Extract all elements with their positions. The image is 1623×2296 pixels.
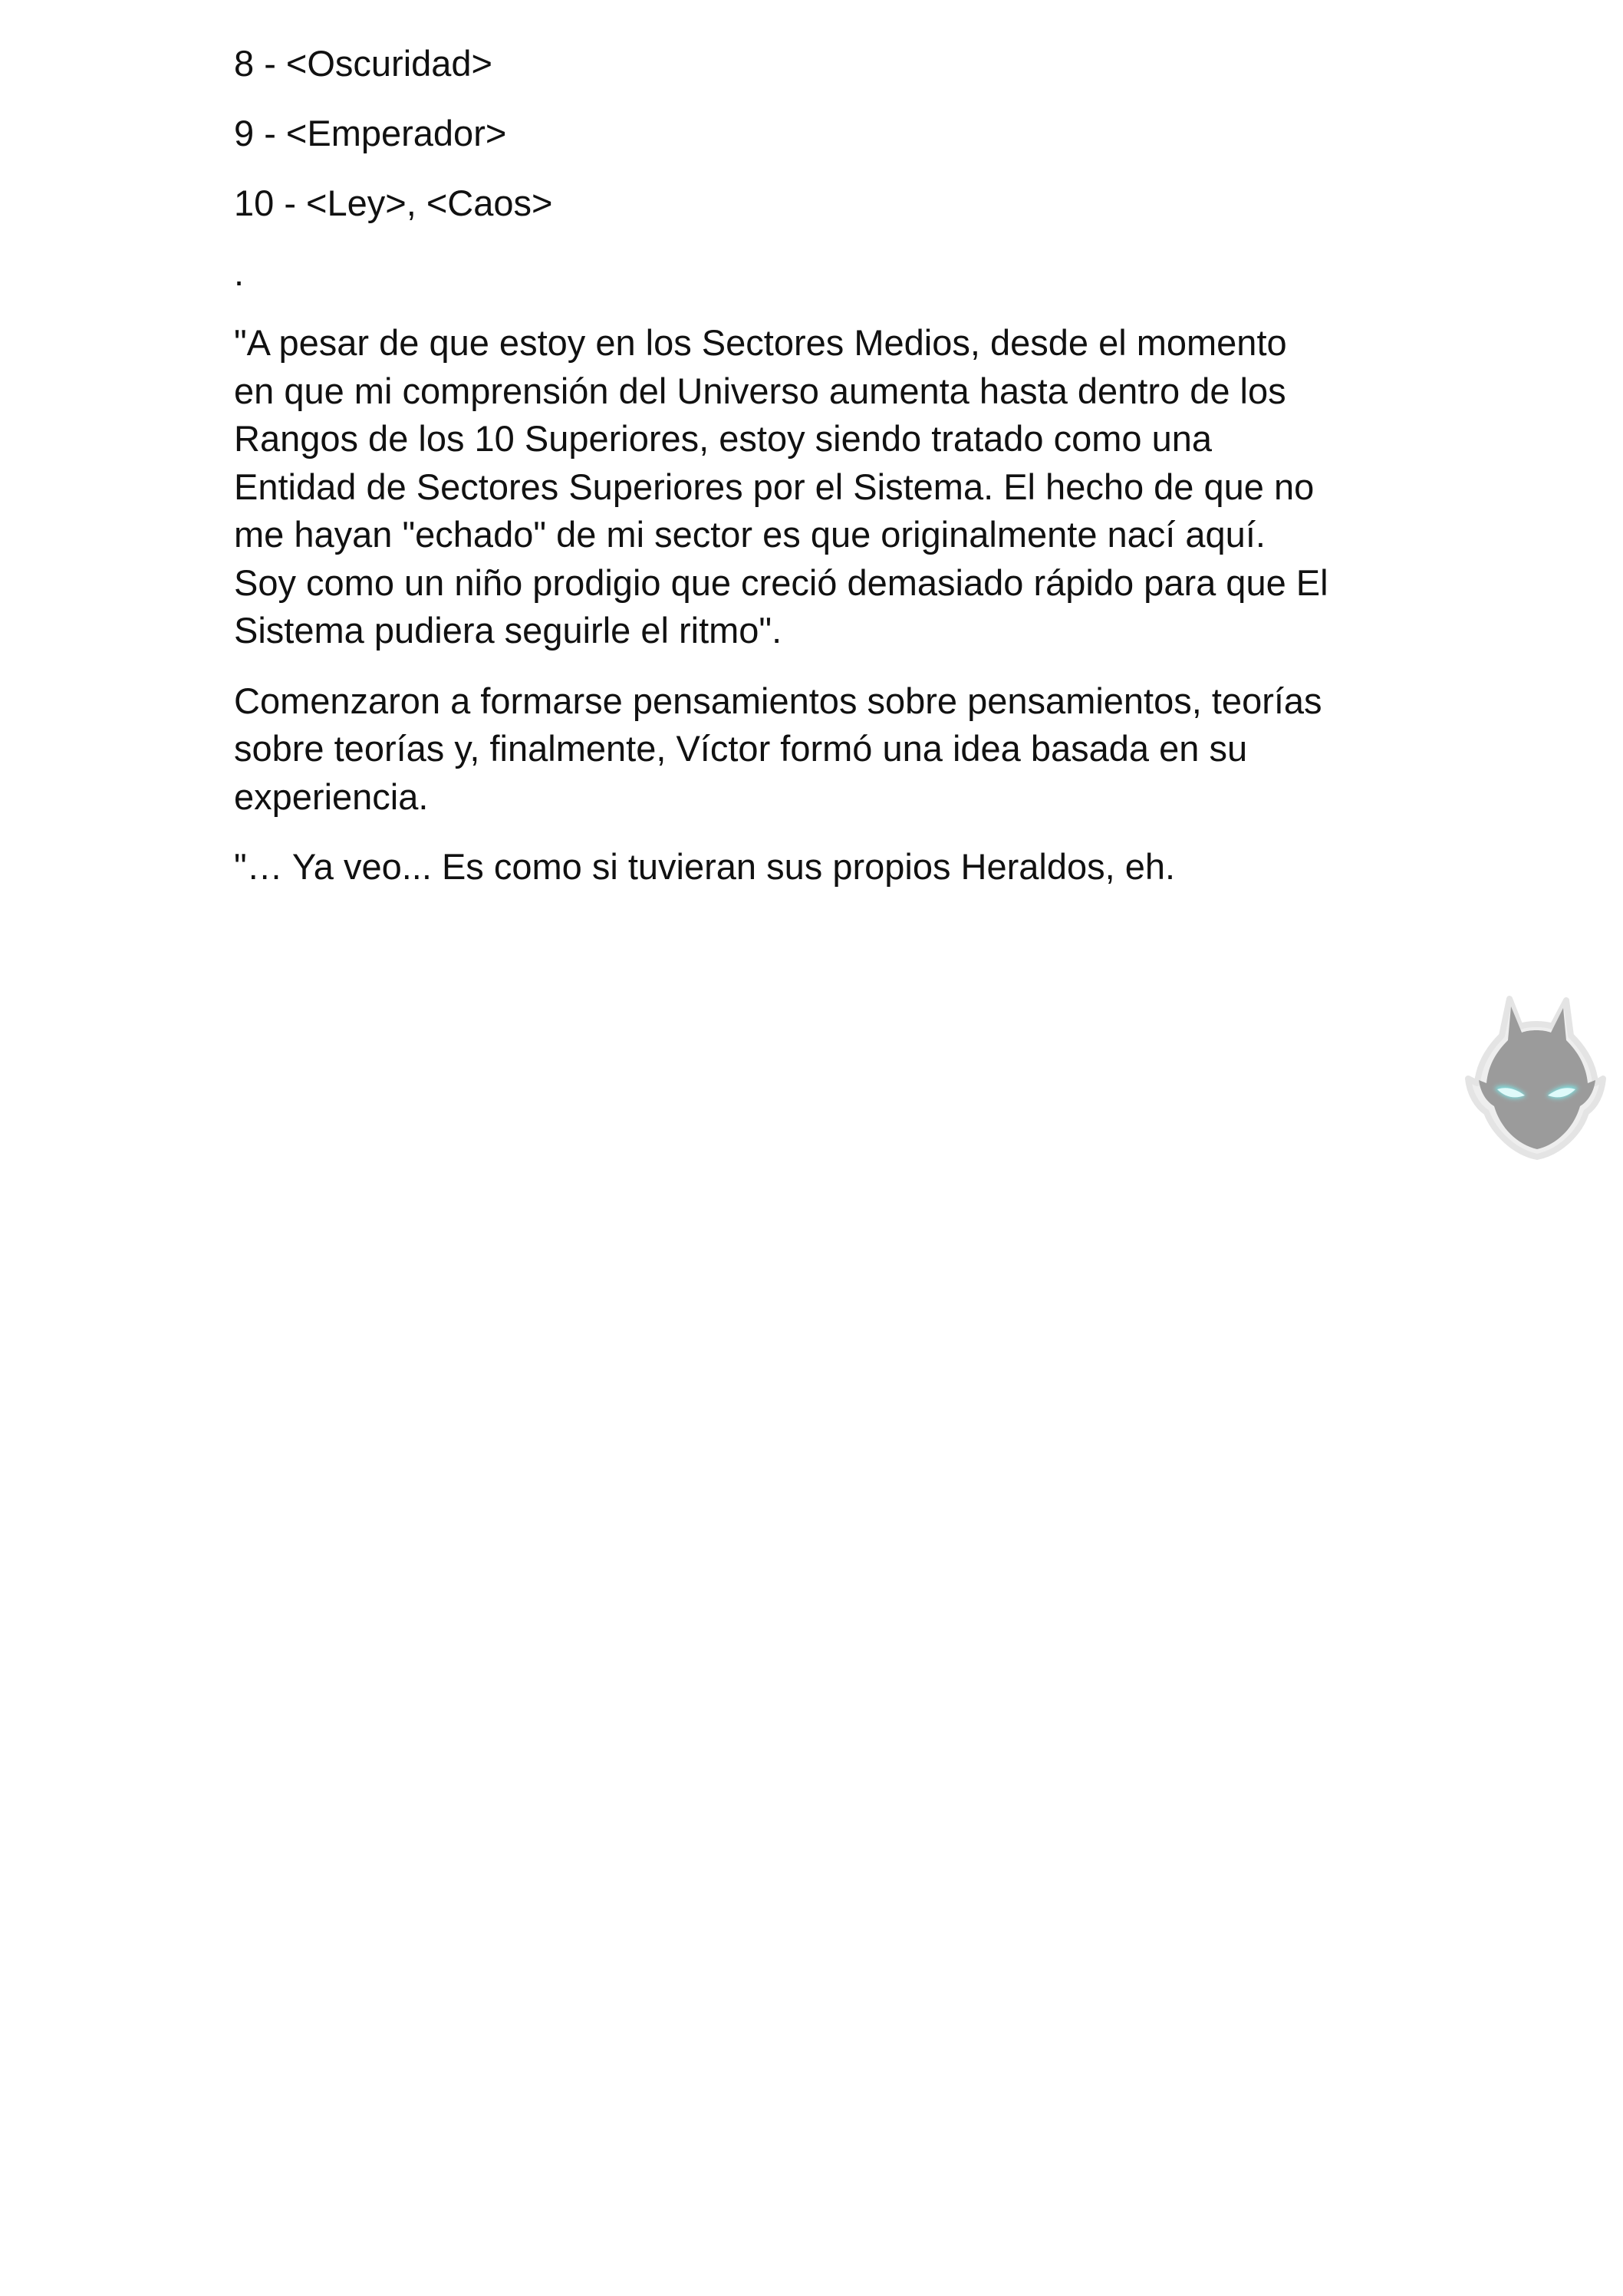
paragraph-line: "A pesar de que estoy en los Sectores Medios, desde el momento	[234, 322, 1287, 363]
paragraph-line: experiencia.	[234, 776, 429, 817]
paragraph-line: Soy como un niño prodigio que creció demasiado rápido para que El	[234, 562, 1328, 603]
paragraph-line: "… Ya veo... Es como si tuvieran sus propios Heraldos, eh.	[234, 846, 1176, 887]
separator-dot: .	[234, 252, 245, 293]
list-item-10: 10 - <Ley>, <Caos>	[234, 183, 553, 223]
paragraph-heralds	[234, 843, 1407, 891]
paragraph-narration	[234, 677, 1407, 822]
paragraph-line: sobre teorías y, finalmente, Víctor formó una idea basada en su	[234, 728, 1248, 769]
paragraph-line: me hayan "echado" de mi sector es que originalmente nací aquí.	[234, 514, 1266, 555]
paragraph-line: Sistema pudiera seguirle el ritmo".	[234, 610, 782, 651]
list-item-8: 8 - <Oscuridad>	[234, 43, 493, 84]
paragraph-line: Rangos de los 10 Superiores, estoy siendo tratado como una	[234, 418, 1213, 459]
paragraph-line: Entidad de Sectores Superiores por el Sistema. El hecho de que no	[234, 466, 1315, 507]
document-body	[234, 40, 1407, 914]
paragraph-line: en que mi comprensión del Universo aumenta hasta dentro de los	[234, 370, 1286, 411]
paragraph-line: Comenzaron a formarse pensamientos sobre pensamientos, teorías	[234, 680, 1322, 721]
paragraph-dialogue-sectors	[234, 319, 1407, 655]
demon-head-logo-icon	[1463, 990, 1609, 1166]
list-item-9: 9 - <Emperador>	[234, 113, 507, 153]
